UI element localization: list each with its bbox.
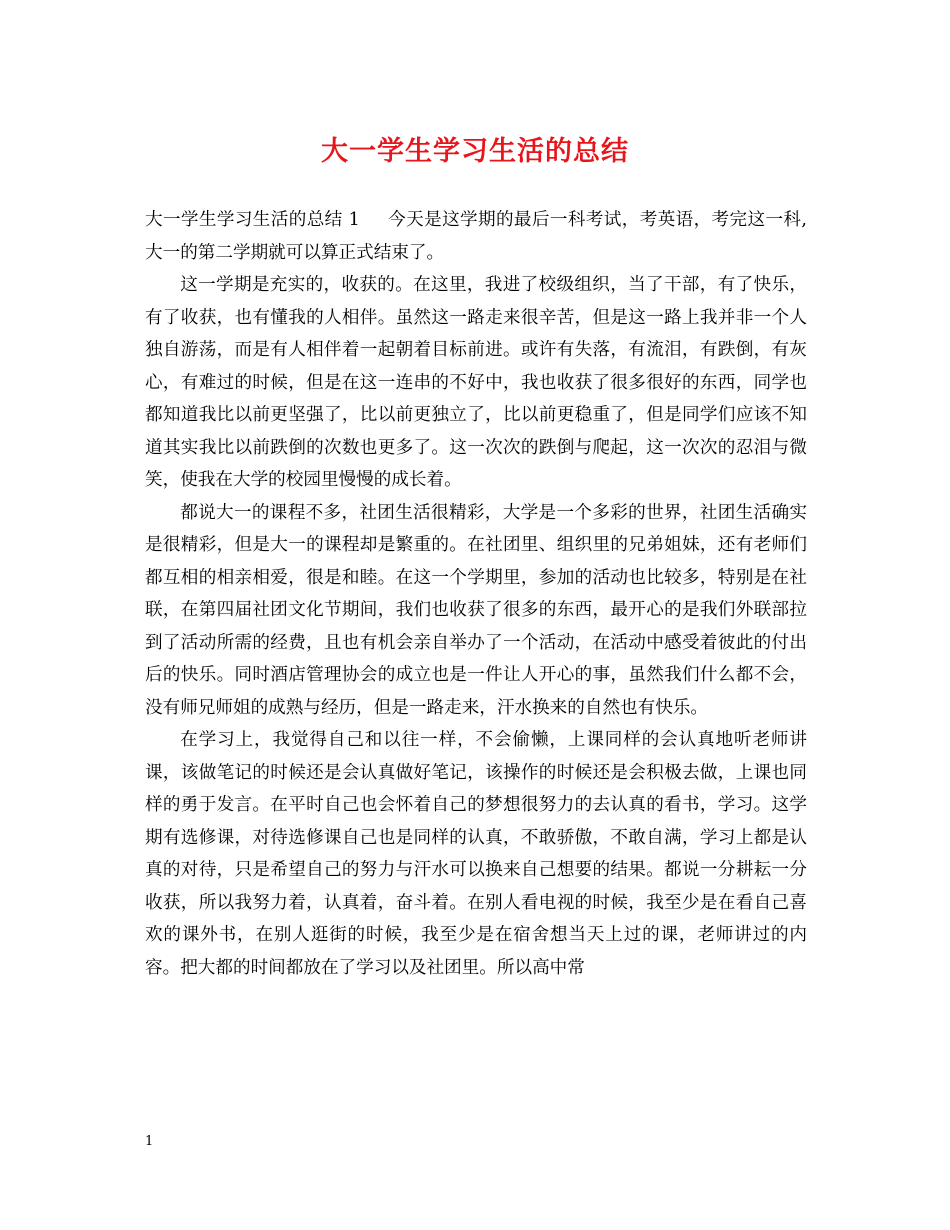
paragraph-4: 在学习上，我觉得自己和以往一样，不会偷懒，上课同样的会认真地听老师讲课，该做笔记的时候还是会认真做好笔记，该操作的时候还是会积极去做，上课也同样的勇于发言。在平时自己也会怀着自己的梦想很努力的去认真的看书，学习。这学期有选修课，对待选修课自己也是同样的认真，不敢骄傲，不敢自满，学习上都是认真的对待，只是希望自己的努力与汗水可以换来自己想要的结果。都说一分耕耘一分收获，所以我努力着，认真着，奋斗着。在别人看电视的时候，我至少是在看自己喜欢的课外书，在别人逛街的时候，我至少是在宿舍想当天上过的课，老师讲过的内容。把大都的时间都放在了学习以及社团里。所以高中常 bbox=[145, 730, 807, 978]
document-body bbox=[145, 204, 807, 984]
section-heading: 大一学生学习生活的总结 1 bbox=[145, 210, 360, 230]
paragraph-2: 这一学期是充实的，收获的。在这里，我进了校级组织，当了干部，有了快乐，有了收获，也有懂我的人相伴。虽然这一路走来很辛苦，但是这一路上我并非一个人独自游荡，而是有人相伴着一起朝着目标前进。或许有失落，有流泪，有跌倒，有灰心，有难过的时候，但是在这一连串的不好中，我也收获了很多很好的东西，同学也都知道我比以前更坚强了，比以前更独立了，比以前更稳重了，但是同学们应该不知道其实我比以前跌倒的次数也更多了。这一次次的跌倒与爬起，这一次次的忍泪与微笑，使我在大学的校园里慢慢的成长着。 bbox=[145, 275, 807, 490]
paragraph-1-text: 今天是这学期的最后一科考试，考英语，考完这一科,大一的第二学期就可以算正式结束了。 bbox=[145, 210, 807, 263]
document-title: 大一学生学习生活的总结 bbox=[321, 136, 629, 167]
paragraph-1 bbox=[145, 204, 807, 269]
paragraph-3: 都说大一的课程不多，社团生活很精彩，大学是一个多彩的世界，社团生活确实是很精彩，但是大一的课程却是繁重的。在社团里、组织里的兄弟姐妹，还有老师们都互相的相亲相爱，很是和睦。在这一个学期里，参加的活动也比较多，特别是在社联，在第四届社团文化节期间，我们也收获了很多的东西，最开心的是我们外联部拉到了活动所需的经费，且也有机会亲自举办了一个活动，在活动中感受着彼此的付出后的快乐。同时酒店管理协会的成立也是一件让人开心的事，虽然我们什么都不会，没有师兄师姐的成熟与经历，但是一路走来，汗水换来的自然也有快乐。 bbox=[145, 502, 807, 718]
page-number: 1 bbox=[145, 1134, 154, 1149]
